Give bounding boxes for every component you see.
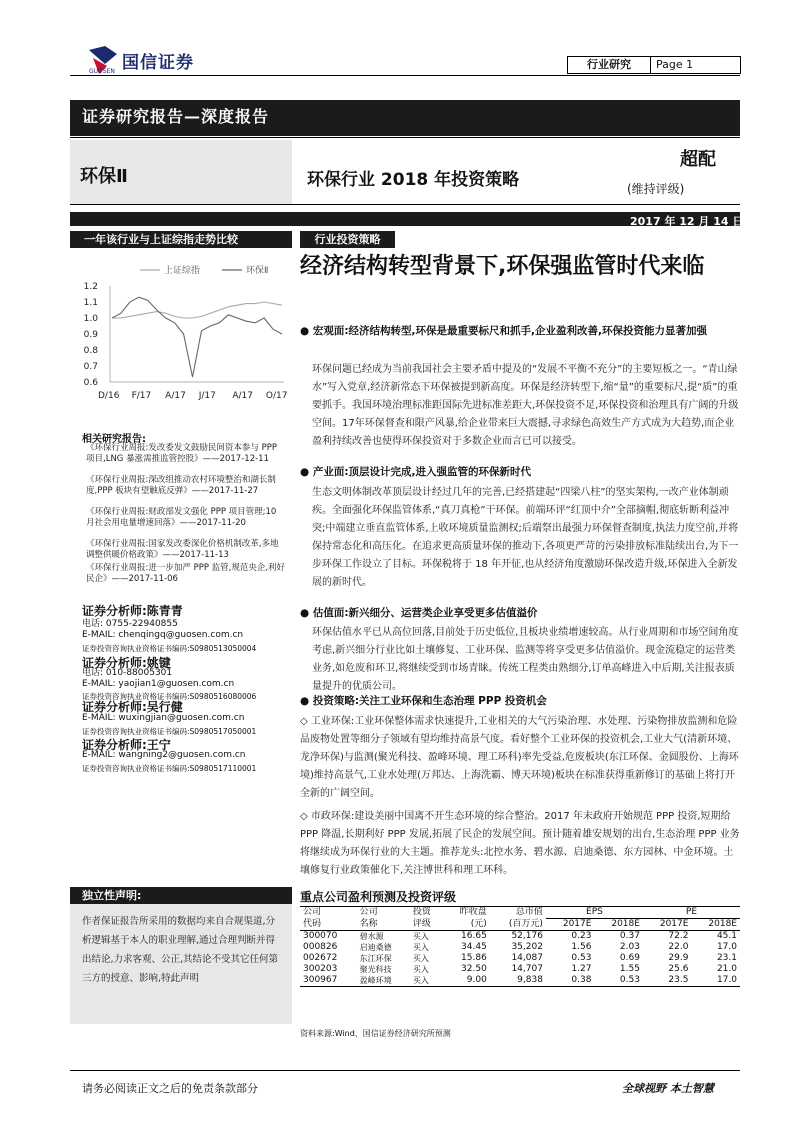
table-header: PE: [643, 907, 740, 919]
section-bullet: ● 宏观面:经济结构转型,环保是最重要标尺和抓手,企业盈利改善,环保投资能力显著加强: [300, 325, 707, 337]
sub-section-industrial: ◇ 工业环保:工业环保整体需求快速提升,工业相关的大气污染治理、水处理、污染物排放监测和危险品废物处置等细分子领域有望均维持高景气度。看好整个工业环保的投资机会,工业大气(清新环境、龙净环保)与监测(聚光科技、盈峰环境、理工环科)率先受益,危废板块(东江环保、金圆股份、上海环境)维持高景气,工业水处理(万邦达、上海洗霸、博天环境)板块在标准获得重新修订的基础上将打开全新的广阔空间。: [300, 716, 739, 799]
independence-title-bar: [70, 887, 292, 904]
rating-sub: (维持评级): [627, 182, 685, 196]
y-tick-label: 0.6: [83, 378, 98, 388]
page-title: 环保行业 2018 年投资策略: [307, 170, 520, 190]
table-cell: 买入: [412, 932, 429, 941]
table-row: [300, 975, 740, 987]
table-header-row: [300, 919, 740, 931]
analyst-email[interactable]: E-MAIL: chenqingq@guosen.com.cn: [82, 630, 244, 640]
logo-subtext: GUOSEN: [89, 68, 115, 75]
table-cell: 23.1: [716, 953, 737, 963]
table-cell: 35,202: [511, 942, 543, 952]
y-tick-label: 1.1: [83, 298, 98, 308]
header-box: [567, 56, 741, 74]
sector-name: 环保Ⅱ: [80, 166, 128, 187]
legend-label: 上证综指: [164, 266, 201, 276]
x-tick-label: O/17: [265, 391, 288, 401]
table-cell: 34.45: [461, 942, 487, 952]
table-row: [300, 931, 740, 943]
section-bullet: ● 产业面:顶层设计完成,进入强监管的环保新时代: [300, 466, 532, 478]
table-cell: 17.0: [716, 942, 737, 952]
table-header: 2017E: [562, 919, 592, 929]
divider: [70, 137, 740, 138]
table-cell: 聚光科技: [359, 965, 392, 974]
table-header-row: [300, 907, 740, 919]
x-tick-label: A/17: [165, 391, 186, 401]
y-tick-label: 0.9: [83, 330, 98, 340]
table-header: 昨收盘: [459, 907, 487, 918]
analyst-cert: 证券投资咨询执业资格证书编码:S0980517110001: [82, 764, 257, 773]
table-cell: 002672: [303, 953, 338, 963]
table-title: 重点公司盈利预测及投资评级: [300, 890, 457, 904]
table-cell: 盈峰环境: [359, 976, 392, 985]
research-item[interactable]: 《环保行业周报:进一步加严 PPP 监管,规范央企,利好民企》——2017-11-06: [86, 563, 286, 584]
sub-section-municipal: ◇ 市政环保:建设美丽中国离不开生态环境的综合整治。2017 年末政府开始规范 PPP 投资,短期给 PPP 降温,长期利好 PPP 发展,拓展了民企的发展空间。预计随着雄安规划的出台,生态治理 PPP 业务将继续成为环保行业的大主题。推荐龙头:北控水务、碧水源、启迪桑德、东方园林、中金环境。土壤修复行业政策催化下,关注博世科和理工环科。: [300, 811, 740, 876]
table-cell: 碧水源: [359, 932, 384, 941]
table-header: 2017E: [659, 919, 689, 929]
y-tick-label: 0.8: [83, 346, 98, 356]
series-line: [112, 297, 282, 377]
legend-label: 环保Ⅱ: [246, 266, 269, 276]
header-rule: [70, 75, 740, 76]
table-cell: 9,838: [517, 975, 543, 985]
analyst-cert: 证券投资咨询执业资格证书编码:S0980517050001: [82, 727, 257, 736]
analyst-cert: 证券投资咨询执业资格证书编码:S0980513050004: [82, 644, 257, 653]
table-cell: 300967: [303, 975, 338, 985]
table-header: 名称: [359, 918, 378, 929]
section-bullet: ● 估值面:新兴细分、运营类企业享受更多估值溢价: [300, 607, 538, 619]
analyst-phone: 电话: 010-88005301: [82, 668, 173, 678]
x-tick-label: J/17: [198, 391, 216, 401]
table-cell: 1.56: [571, 942, 592, 952]
table-cell: 0.53: [571, 953, 592, 963]
analyst-cert: 证券投资咨询执业资格证书编码:S0980516080006: [82, 692, 257, 701]
research-item[interactable]: 《环保行业周报:发改委发文鼓励民间资本参与 PPP 项目,LNG 暴涨需推监管控股》——2017-12-11: [86, 443, 277, 464]
report-type: 行业研究: [568, 57, 651, 73]
analyst-email[interactable]: E-MAIL: wuxingjian@guosen.com.cn: [82, 713, 245, 723]
table-header: 总市值: [515, 907, 543, 918]
analyst-name: 证券分析师:姚键: [82, 656, 171, 670]
table-cell: 0.37: [619, 931, 640, 941]
table-cell: 0.69: [619, 953, 640, 963]
independence-text: 作者保证报告所采用的数据均来自合规渠道,分析逻辑基于本人的职业理解,通过合理判断并得出结论,力求客观、公正,其结论不受其它任何第三方的授意、影响,特此声明: [82, 916, 279, 984]
table-cell: 0.38: [571, 975, 592, 985]
y-tick-label: 1.2: [83, 282, 98, 292]
table-header: 2018E: [611, 919, 640, 929]
rating: 超配: [680, 149, 716, 170]
analyst-name: 证券分析师:陈青青: [82, 604, 183, 618]
analyst-name: 证券分析师:王宁: [82, 738, 171, 752]
table-cell: 买入: [412, 954, 429, 963]
table-cell: 0.53: [619, 975, 640, 985]
table-row: [300, 964, 740, 975]
table-cell: 21.0: [716, 964, 737, 974]
table-cell: 17.0: [716, 975, 737, 985]
y-tick-label: 1.0: [83, 314, 98, 324]
table-cell: 14,087: [511, 953, 543, 963]
research-item[interactable]: 《环保行业周报:国家发改委深化价格机制改革,多地调整供暖价格政策》——2017-11-13: [86, 539, 279, 560]
divider: [70, 204, 740, 205]
section-bullet: ● 投资策略:关注工业环保和生态治理 PPP 投资机会: [300, 695, 547, 707]
table-header: 投资: [412, 907, 431, 918]
footer-rule: [70, 1070, 740, 1071]
category-tag: 行业投资策略: [300, 231, 395, 248]
y-tick-label: 0.7: [83, 362, 98, 372]
table-header: (百万元): [508, 918, 543, 929]
analyst-name: 证券分析师:吴行健: [82, 700, 183, 714]
table-cell: 22.0: [668, 942, 689, 952]
table-cell: 29.9: [668, 953, 689, 963]
table-header: 2018E: [708, 919, 737, 929]
chart-title: 一年该行业与上证综指走势比较: [84, 233, 238, 246]
table-cell: 32.50: [461, 964, 487, 974]
research-title: 相关研究报告:: [82, 434, 146, 445]
table-cell: 2.03: [619, 942, 640, 952]
table-cell: 000826: [303, 942, 338, 952]
series-line: [112, 302, 282, 318]
research-item[interactable]: 《环保行业周报:深改组推动农村环境整治和湖长制度,PPP 板块有望触底反弹》——2017-11-27: [86, 475, 276, 496]
footer-slogan: 全球视野 本土智慧: [622, 1082, 714, 1095]
table-header: EPS: [546, 907, 643, 919]
headline: 经济结构转型背景下,环保强监管时代来临: [300, 254, 705, 279]
table-cell: 14,707: [511, 964, 543, 974]
table-header: 代码: [303, 918, 322, 929]
table-row: [300, 953, 740, 964]
table-cell: 15.86: [461, 953, 487, 963]
logo-text: 国信证券: [122, 53, 194, 73]
table-cell: 300203: [303, 964, 338, 974]
banner-text: 证券研究报告—深度报告: [82, 107, 270, 126]
table-source: 资料来源:Wind、国信证券经济研究所预测: [300, 1029, 451, 1038]
table-header: (元): [470, 918, 487, 929]
page-number: Page 1: [656, 58, 694, 71]
analyst-phone: 电话: 0755-22940855: [82, 619, 178, 629]
table-cell: 25.6: [668, 964, 689, 974]
table-cell: 1.55: [619, 964, 640, 974]
footer-disclaimer: 请务必阅读正文之后的免责条款部分: [82, 1082, 258, 1095]
section-text: 环保问题已经成为当前我国社会主要矛盾中提及的“发展不平衡不充分”的主要短板之一。“青山绿水”写入党章,经济新常态下环保被提到新高度。环保是经济转型下,缩“量”的重要标尺,提“质”的重要抓手。我国环境治理标准距国际先进标准差距大,环保投资不足,环保投资和治理具有广阔的升级空间。17年环保督查和限产风暴,给企业带来巨大震撼,寻求绿色高效生产方式成为大趋势,而企业盈利持续改善也使得环保投资对于多数企业而言已可以接受。: [312, 364, 739, 447]
table-cell: 买入: [412, 965, 429, 974]
table-cell: 1.27: [571, 964, 592, 974]
section-text: 生态文明体制改革顶层设计经过几年的完善,已经搭建起“四梁八柱”的坚实架构,一改产业体制顽疾。全面强化环保监管体系,“真刀真枪”干环保。前端环评“红顶中介”全部摘帽,彻底斩断利益冲突;中端建立垂直监管体系,上收环境质量监测权;后端祭出最强力环保督查制度,执法力度空前,并将保持常态化和高压化。在追求更高质量环保的推动下,各项更严苛的污染排放标准陆续出台,为下一步环保工作设立了目标。环保税将于 18 年开征,也从经济角度激励环保改造升级,环保进入全新发展的新时代。: [312, 487, 739, 588]
analyst-email[interactable]: E-MAIL: yaojian1@guosen.com.cn: [82, 679, 235, 689]
trend-chart: [70, 256, 292, 406]
table-cell: 买入: [412, 976, 429, 985]
forecast-table: [300, 906, 740, 987]
section-text: 环保估值水平已从高位回落,目前处于历史低位,且板块业绩增速较高。从行业周期和市场空间角度考虑,新兴细分行业比如土壤修复、工业环保、监测等将享受更多估值溢价。现金流稳定的运营类业务,如危废和环卫,将继续受到市场青睐。传统工程类由熟细分,订单高峰进入中后期,关注报表质量提升的优质公司。: [312, 627, 739, 692]
analyst-email[interactable]: E-MAIL: wangning2@guosen.com.cn: [82, 750, 246, 760]
table-cell: 72.2: [668, 931, 689, 941]
report-date: 2017 年 12 月 14 日: [630, 215, 744, 228]
table-cell: 启迪桑德: [359, 943, 392, 952]
research-item[interactable]: 《环保行业周报:财政部发文强化 PPP 项目管理;10 月社会用电量增速回落》——2017-11-20: [86, 507, 277, 528]
table-header: 评级: [412, 918, 431, 929]
x-tick-label: D/16: [98, 391, 120, 401]
x-tick-label: A/17: [232, 391, 253, 401]
x-tick-label: F/17: [131, 391, 152, 401]
table-header: 公司: [303, 907, 322, 918]
table-cell: 买入: [412, 943, 429, 952]
table-cell: 0.23: [571, 931, 592, 941]
table-cell: 9.00: [466, 975, 487, 985]
table-cell: 16.65: [461, 931, 487, 941]
table-row: [300, 942, 740, 953]
table-cell: 52,176: [511, 931, 543, 941]
chart-title-bar: [70, 231, 292, 248]
table-cell: 东江环保: [359, 954, 392, 963]
table-cell: 45.1: [716, 931, 737, 941]
independence-title: 独立性声明:: [82, 889, 142, 902]
table-header: 公司: [359, 907, 378, 918]
table-cell: 23.5: [668, 975, 689, 985]
table-cell: 300070: [303, 931, 338, 941]
